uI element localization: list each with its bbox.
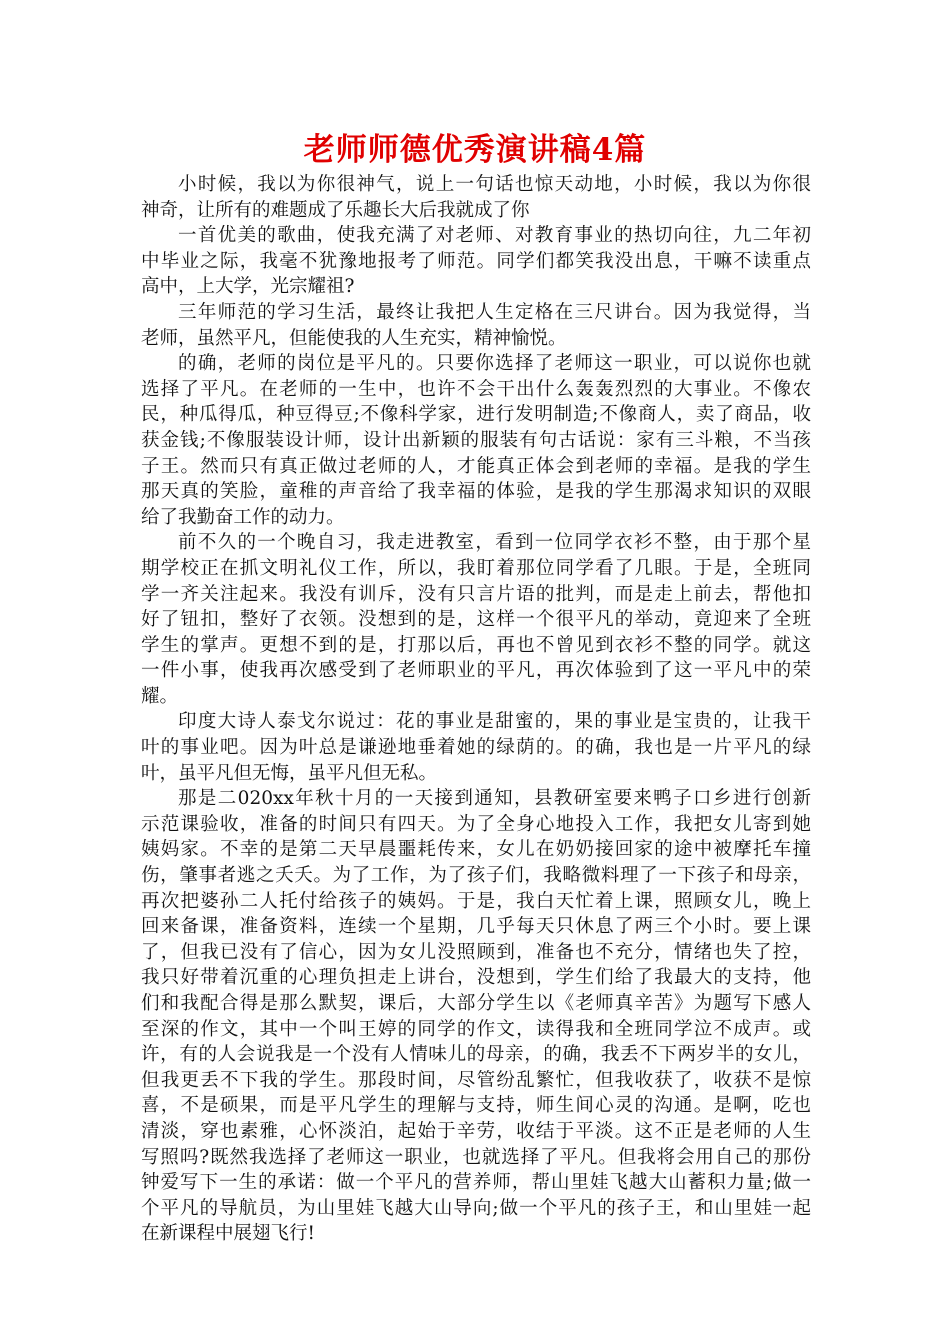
text-line: 在新课程中展翅飞行! — [141, 1223, 315, 1245]
text-line: 清淡，穿也素雅，心怀淡泊，起始于辛劳，收结于平淡。这不正是老师的人生 — [141, 1120, 811, 1142]
text-line: 的确，老师的岗位是平凡的。只要你选择了老师这一职业，可以说你也就 — [178, 353, 811, 375]
text-line: 姨妈家。不幸的是第二天早晨噩耗传来，女儿在奶奶接回家的途中被摩托车撞 — [141, 839, 811, 861]
text-line: 学生的掌声。更想不到的是，打那以后，再也不曾见到衣衫不整的同学。就这 — [141, 634, 811, 656]
text-line: 耀。 — [141, 685, 179, 707]
text-line: 那天真的笑脸，童稚的声音给了我幸福的体验，是我的学生那渴求知识的双眼 — [141, 481, 811, 503]
paragraph — [141, 530, 811, 709]
text-line: 期学校正在抓文明礼仪工作，所以，我盯着那位同学看了几眼。于是，全班同 — [141, 557, 811, 579]
text-line: 印度大诗人泰戈尔说过：花的事业是甜蜜的，果的事业是宝贵的，让我干 — [178, 711, 811, 733]
text-line: 伤，肇事者逃之夭夭。为了工作，为了孩子们，我略微料理了一下孩子和母亲， — [141, 865, 811, 887]
document-title: 老师师德优秀演讲稿4篇 — [303, 132, 647, 168]
text-line: 给了我勤奋工作的动力。 — [141, 506, 345, 528]
text-line: 中毕业之际，我毫不犹豫地报考了师范。同学们都笑我没出息，干嘛不读重点 — [141, 250, 811, 272]
text-line: 了，但我已没有了信心，因为女儿没照顾到，准备也不充分，情绪也失了控， — [141, 941, 811, 963]
text-line: 选择了平凡。在老师的一生中，也许不会干出什么轰轰烈烈的大事业。不像农 — [141, 378, 811, 400]
text-line: 神奇，让所有的难题成了乐趣长大后我就成了你 — [141, 199, 530, 221]
text-line: 示范课验收，准备的时间只有四天。为了全身心地投入工作，我把女儿寄到她 — [141, 813, 811, 835]
document-body — [141, 172, 811, 1247]
text-line: 叶，虽平凡但无悔，虽平凡但无私。 — [141, 762, 438, 784]
text-line: 再次把婆孙二人托付给孩子的姨妈。于是，我白天忙着上课，照顾女儿，晚上 — [141, 890, 811, 912]
text-line: 至深的作文，其中一个叫王婷的同学的作文，读得我和全班同学泣不成声。或 — [141, 1018, 811, 1040]
paragraph — [141, 351, 811, 530]
text-line: 但我更丢不下我的学生。那段时间，尽管纷乱繁忙，但我收获了，收获不是惊 — [141, 1069, 811, 1091]
text-line: 钟爱写下一生的承诺：做一个平凡的营养师，帮山里娃飞越大山蓄积力量;做一 — [141, 1172, 811, 1194]
text-line: 获金钱;不像服装设计师，设计出新颖的服装有句古话说：家有三斗粮，不当孩 — [141, 429, 811, 451]
text-line: 叶的事业吧。因为叶总是谦逊地垂着她的绿荫的。的确，我也是一片平凡的绿 — [141, 737, 811, 759]
paragraph — [141, 223, 811, 300]
paragraph — [141, 172, 811, 223]
text-line: 我只好带着沉重的心理负担走上讲台，没想到，学生们给了我最大的支持，他 — [141, 967, 811, 989]
text-line: 老师，虽然平凡，但能使我的人生充实，精神愉悦。 — [141, 327, 567, 349]
text-line: 前不久的一个晚自习，我走进教室，看到一位同学衣衫不整，由于那个星 — [178, 532, 811, 554]
text-line: 许，有的人会说我是一个没有人情味儿的母亲，的确，我丢不下两岁半的女儿， — [141, 1044, 811, 1066]
text-line: 高中，上大学，光宗耀祖? — [141, 276, 355, 298]
text-line: 回来备课，准备资料，连续一个星期，几乎每天只休息了两三个小时。要上课 — [141, 916, 811, 938]
text-line: 喜，不是硕果，而是平凡学生的理解与支持，师生间心灵的沟通。是啊，吃也 — [141, 1095, 811, 1117]
text-line: 一首优美的歌曲，使我充满了对老师、对教育事业的热切向往，九二年初 — [178, 225, 811, 247]
text-line: 好了钮扣，整好了衣领。没想到的是，这样一个很平凡的举动，竟迎来了全班 — [141, 609, 811, 631]
text-line: 写照吗?既然我选择了老师这一职业，也就选择了平凡。但我将会用自己的那份 — [141, 1146, 811, 1168]
text-line: 小时候，我以为你很神气，说上一句话也惊天动地，小时候，我以为你很 — [178, 174, 811, 195]
text-line: 个平凡的导航员，为山里娃飞越大山导向;做一个平凡的孩子王，和山里娃一起 — [141, 1197, 811, 1219]
text-line: 子王。然而只有真正做过老师的人，才能真正体会到老师的幸福。是我的学生 — [141, 455, 811, 477]
text-line: 们和我配合得是那么默契，课后，大部分学生以《老师真辛苦》为题写下感人 — [141, 993, 811, 1014]
paragraph — [141, 786, 811, 1247]
text-line: 民，种瓜得瓜，种豆得豆;不像科学家，进行发明制造;不像商人，卖了商品，收 — [141, 404, 811, 426]
paragraph — [141, 300, 811, 351]
paragraph — [141, 709, 811, 786]
text-line: 那是二020xx年秋十月的一天接到通知，县教研室要来鸭子口乡进行创新 — [178, 788, 811, 810]
text-line: 三年师范的学习生活，最终让我把人生定格在三尺讲台。因为我觉得，当 — [178, 301, 811, 323]
text-line: 学一齐关注起来。我没有训斥，没有只言片语的批判，而是走上前去，帮他扣 — [141, 583, 811, 605]
text-line: 一件小事，使我再次感受到了老师职业的平凡，再次体验到了这一平凡中的荣 — [141, 660, 811, 682]
